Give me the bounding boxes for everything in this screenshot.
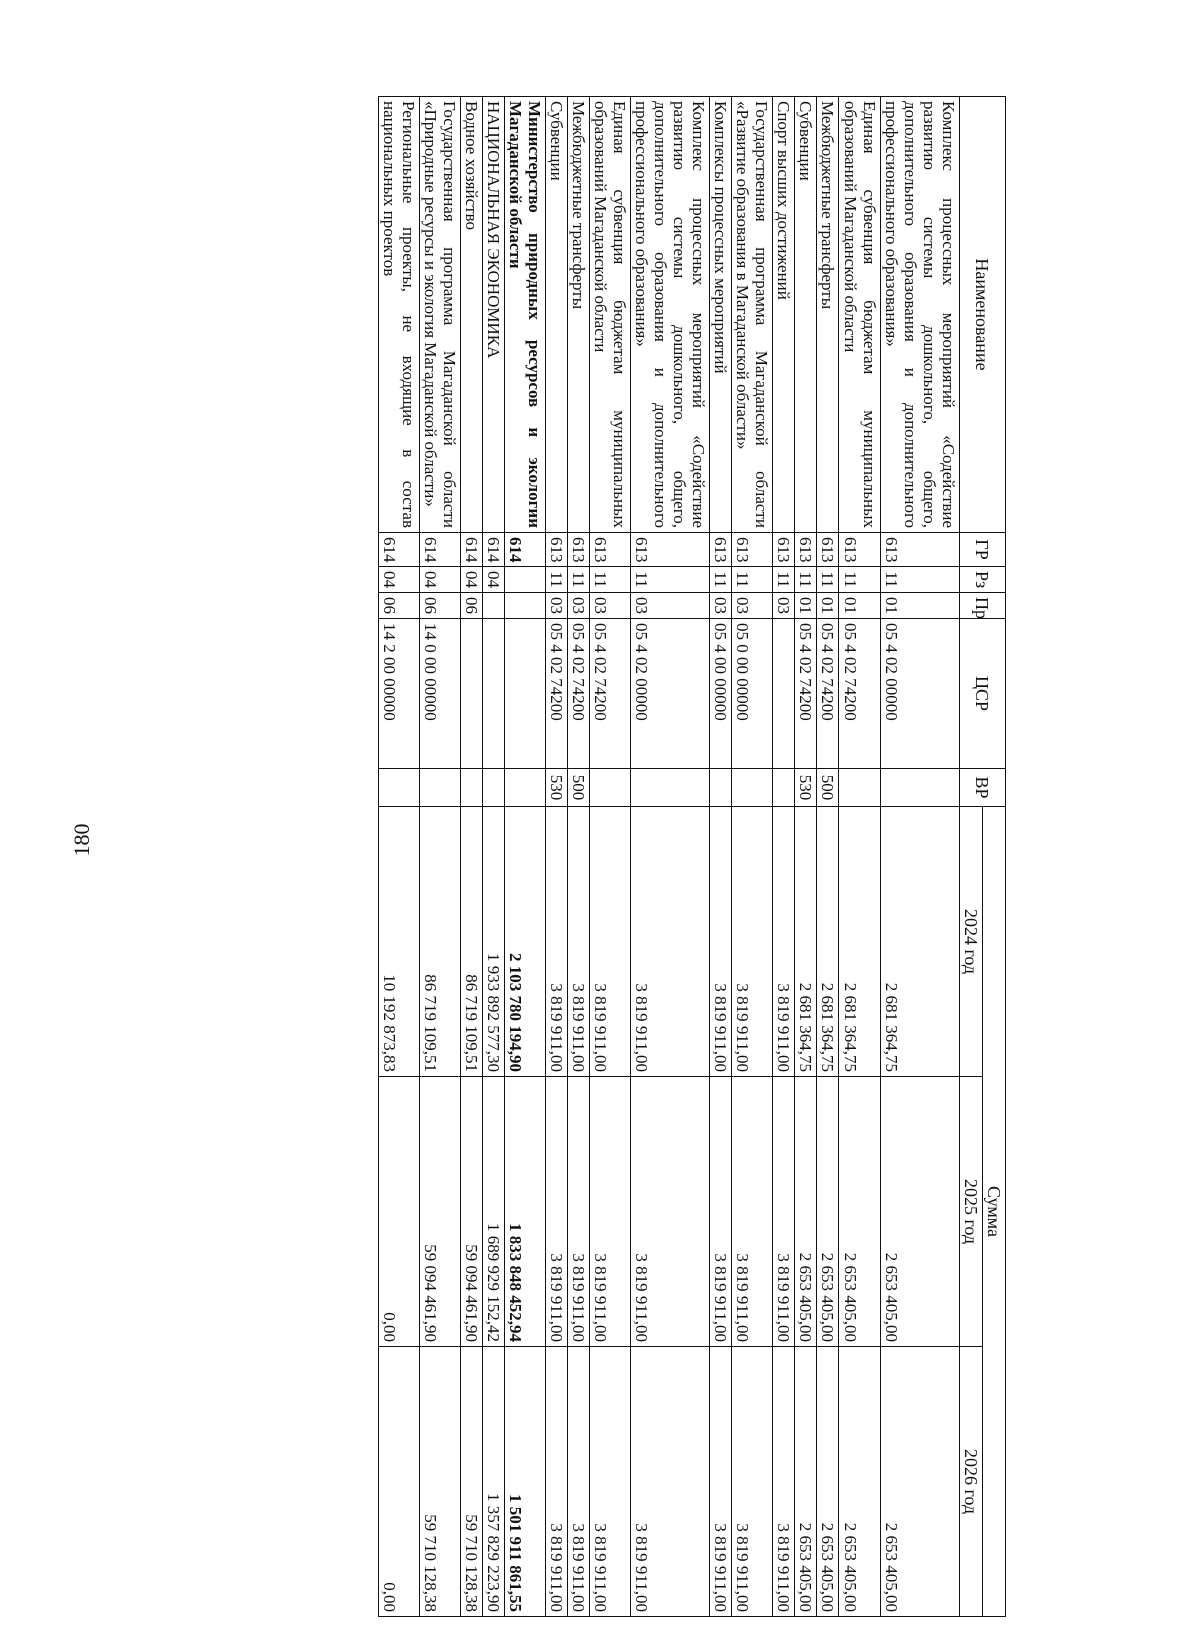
- row-vr: [482, 769, 504, 807]
- header-2024: 2024 год: [959, 807, 982, 1077]
- row-vr: 530: [795, 769, 817, 807]
- row-pr: 03: [732, 593, 773, 619]
- table-row: [568, 97, 590, 1617]
- row-sum-2025: 2 653 405,00: [839, 1077, 880, 1347]
- table-row: [419, 97, 460, 1617]
- row-name: Межбюджетные трансферты: [817, 97, 839, 533]
- row-name: Единая субвенция бюджетам муниципальных образований Магаданской области: [839, 97, 880, 533]
- row-name: Межбюджетные трансферты: [568, 97, 590, 533]
- row-sum-2026: 0,00: [378, 1347, 419, 1617]
- row-pr: 01: [795, 593, 817, 619]
- row-rz: 04: [482, 567, 504, 593]
- row-csr: 05 4 02 74200: [546, 619, 568, 769]
- row-sum-2026: 59 710 128,38: [460, 1347, 482, 1617]
- table-body: [378, 97, 959, 1617]
- header-csr: ЦСР: [959, 619, 1005, 769]
- header-gr: ГР: [959, 533, 1005, 567]
- row-sum-2024: 3 819 911,00: [732, 807, 773, 1077]
- row-sum-2024: 3 819 911,00: [710, 807, 732, 1077]
- row-name: Субвенции: [795, 97, 817, 533]
- row-pr: 06: [460, 593, 482, 619]
- row-pr: 01: [839, 593, 880, 619]
- row-name: Комплекс процессных мероприятий «Содействие развитию системы дошкольного, общего, дополнительного образования и дополнительного профессионального образования»: [631, 97, 710, 533]
- row-sum-2024: 1 933 892 577,30: [482, 807, 504, 1077]
- row-sum-2024: 2 103 780 194,90: [505, 807, 546, 1077]
- row-rz: 04: [460, 567, 482, 593]
- row-sum-2025: 1 833 848 452,94: [505, 1077, 546, 1347]
- row-gr: 614: [378, 533, 419, 567]
- row-gr: 613: [710, 533, 732, 567]
- row-sum-2025: 59 094 461,90: [419, 1077, 460, 1347]
- row-gr: 614: [482, 533, 504, 567]
- row-sum-2024: 3 819 911,00: [773, 807, 795, 1077]
- table-row: [773, 97, 795, 1617]
- row-sum-2024: 2 681 364,75: [795, 807, 817, 1077]
- row-sum-2024: 86 719 109,51: [460, 807, 482, 1077]
- table-row: [710, 97, 732, 1617]
- row-rz: 11: [710, 567, 732, 593]
- row-vr: 500: [568, 769, 590, 807]
- row-gr: 614: [460, 533, 482, 567]
- row-name: НАЦИОНАЛЬНАЯ ЭКОНОМИКА: [482, 97, 504, 533]
- row-rz: 11: [773, 567, 795, 593]
- row-sum-2025: 2 653 405,00: [817, 1077, 839, 1347]
- row-vr: [505, 769, 546, 807]
- table-row: [590, 97, 631, 1617]
- row-csr: [482, 619, 504, 769]
- table-row: [546, 97, 568, 1617]
- header-name: Наименование: [959, 97, 1005, 533]
- row-csr: 14 0 00 00000: [419, 619, 460, 769]
- row-sum-2025: 0,00: [378, 1077, 419, 1347]
- row-gr: 614: [419, 533, 460, 567]
- row-name: Спорт высших достижений: [773, 97, 795, 533]
- row-rz: 11: [546, 567, 568, 593]
- row-pr: 03: [590, 593, 631, 619]
- row-sum-2026: 2 653 405,00: [817, 1347, 839, 1617]
- row-csr: 05 4 02 74200: [590, 619, 631, 769]
- row-vr: [732, 769, 773, 807]
- row-name: Министерство природных ресурсов и экологии Магаданской области: [505, 97, 546, 533]
- header-sum: Сумма: [982, 807, 1005, 1617]
- row-rz: 11: [839, 567, 880, 593]
- header-2025: 2025 год: [959, 1077, 982, 1347]
- row-rz: 11: [732, 567, 773, 593]
- table-row: [839, 97, 880, 1617]
- row-sum-2025: 3 819 911,00: [732, 1077, 773, 1347]
- row-sum-2024: 3 819 911,00: [631, 807, 710, 1077]
- row-sum-2025: 3 819 911,00: [568, 1077, 590, 1347]
- row-sum-2025: 1 689 929 152,42: [482, 1077, 504, 1347]
- row-name: Региональные проекты, не входящие в состав национальных проектов: [378, 97, 419, 533]
- table-row: [505, 97, 546, 1617]
- row-sum-2026: 3 819 911,00: [732, 1347, 773, 1617]
- row-pr: 03: [546, 593, 568, 619]
- row-csr: 14 2 00 00000: [378, 619, 419, 769]
- row-sum-2024: 2 681 364,75: [817, 807, 839, 1077]
- row-sum-2025: 59 094 461,90: [460, 1077, 482, 1347]
- row-vr: [460, 769, 482, 807]
- row-sum-2024: 3 819 911,00: [590, 807, 631, 1077]
- row-sum-2026: 59 710 128,38: [419, 1347, 460, 1617]
- row-sum-2026: 3 819 911,00: [546, 1347, 568, 1617]
- row-sum-2025: 3 819 911,00: [710, 1077, 732, 1347]
- row-csr: [505, 619, 546, 769]
- row-name: Водное хозяйство: [460, 97, 482, 533]
- table-row: [631, 97, 710, 1617]
- row-rz: 11: [568, 567, 590, 593]
- row-sum-2024: 2 681 364,75: [839, 807, 880, 1077]
- row-rz: 11: [795, 567, 817, 593]
- row-name: Единая субвенция бюджетам муниципальных образований Магаданской области: [590, 97, 631, 533]
- row-rz: 11: [590, 567, 631, 593]
- row-csr: 05 0 00 00000: [732, 619, 773, 769]
- page-number: 180: [69, 823, 94, 857]
- table-row: [460, 97, 482, 1617]
- row-sum-2025: 2 653 405,00: [880, 1077, 959, 1347]
- table-row: [880, 97, 959, 1617]
- row-gr: 613: [839, 533, 880, 567]
- row-sum-2025: 3 819 911,00: [546, 1077, 568, 1347]
- header-row: [982, 97, 1005, 1617]
- row-gr: 613: [590, 533, 631, 567]
- row-csr: 05 4 02 74200: [568, 619, 590, 769]
- row-csr: [773, 619, 795, 769]
- row-rz: [505, 567, 546, 593]
- row-csr: [460, 619, 482, 769]
- row-csr: 05 4 00 00000: [710, 619, 732, 769]
- row-rz: 11: [880, 567, 959, 593]
- row-sum-2024: 3 819 911,00: [568, 807, 590, 1077]
- row-gr: 614: [505, 533, 546, 567]
- row-gr: 613: [631, 533, 710, 567]
- row-gr: 613: [773, 533, 795, 567]
- row-vr: [631, 769, 710, 807]
- row-csr: 05 4 02 74200: [795, 619, 817, 769]
- row-sum-2026: 3 819 911,00: [590, 1347, 631, 1617]
- row-vr: [880, 769, 959, 807]
- row-vr: [773, 769, 795, 807]
- row-gr: 613: [880, 533, 959, 567]
- row-csr: 05 4 02 74200: [839, 619, 880, 769]
- row-name: Государственная программа Магаданской области «Развитие образования в Магаданской области»: [732, 97, 773, 533]
- row-rz: 04: [419, 567, 460, 593]
- row-sum-2026: 1 357 829 223,90: [482, 1347, 504, 1617]
- row-pr: 03: [568, 593, 590, 619]
- row-gr: 613: [546, 533, 568, 567]
- row-pr: 03: [631, 593, 710, 619]
- table-row: [482, 97, 504, 1617]
- row-pr: [505, 593, 546, 619]
- row-pr: [482, 593, 504, 619]
- row-vr: 500: [817, 769, 839, 807]
- row-sum-2024: 2 681 364,75: [880, 807, 959, 1077]
- row-pr: 03: [773, 593, 795, 619]
- row-sum-2024: 10 192 873,83: [378, 807, 419, 1077]
- row-sum-2025: 3 819 911,00: [631, 1077, 710, 1347]
- header-vr: ВР: [959, 769, 1005, 807]
- row-name: Субвенции: [546, 97, 568, 533]
- row-name: Комплекс процессных мероприятий «Содействие развитию системы дошкольного, общего, дополнительного образования и дополнительного профессионального образования»: [880, 97, 959, 533]
- row-pr: 01: [880, 593, 959, 619]
- row-vr: 530: [546, 769, 568, 807]
- row-gr: 613: [817, 533, 839, 567]
- table-row: [732, 97, 773, 1617]
- header-2026: 2026 год: [959, 1347, 982, 1617]
- row-csr: 05 4 02 74200: [817, 619, 839, 769]
- row-sum-2025: 3 819 911,00: [773, 1077, 795, 1347]
- row-rz: 11: [631, 567, 710, 593]
- row-pr: 06: [378, 593, 419, 619]
- table-row: [378, 97, 419, 1617]
- row-sum-2026: 3 819 911,00: [568, 1347, 590, 1617]
- row-sum-2026: 2 653 405,00: [880, 1347, 959, 1617]
- row-vr: [590, 769, 631, 807]
- table-row: [817, 97, 839, 1617]
- row-sum-2024: 3 819 911,00: [546, 807, 568, 1077]
- row-gr: 613: [732, 533, 773, 567]
- row-pr: 01: [817, 593, 839, 619]
- row-sum-2025: 2 653 405,00: [795, 1077, 817, 1347]
- header-pr: Пр: [959, 593, 1005, 619]
- row-sum-2026: 3 819 911,00: [773, 1347, 795, 1617]
- budget-table: [378, 96, 1006, 1617]
- row-sum-2024: 86 719 109,51: [419, 807, 460, 1077]
- row-vr: [710, 769, 732, 807]
- row-vr: [419, 769, 460, 807]
- row-gr: 613: [568, 533, 590, 567]
- row-pr: 06: [419, 593, 460, 619]
- row-vr: [378, 769, 419, 807]
- row-sum-2026: 3 819 911,00: [631, 1347, 710, 1617]
- row-sum-2026: 3 819 911,00: [710, 1347, 732, 1617]
- header-rz: Рз: [959, 567, 1005, 593]
- row-sum-2025: 3 819 911,00: [590, 1077, 631, 1347]
- row-csr: 05 4 02 00000: [631, 619, 710, 769]
- row-rz: 11: [817, 567, 839, 593]
- row-sum-2026: 2 653 405,00: [795, 1347, 817, 1617]
- row-sum-2026: 2 653 405,00: [839, 1347, 880, 1617]
- table-row: [795, 97, 817, 1617]
- row-vr: [839, 769, 880, 807]
- row-rz: 04: [378, 567, 419, 593]
- row-csr: 05 4 02 00000: [880, 619, 959, 769]
- budget-table-container: [176, 96, 1006, 1616]
- row-name: Комплексы процессных мероприятий: [710, 97, 732, 533]
- row-sum-2026: 1 501 911 861,55: [505, 1347, 546, 1617]
- row-gr: 613: [795, 533, 817, 567]
- row-pr: 03: [710, 593, 732, 619]
- row-name: Государственная программа Магаданской области «Природные ресурсы и экология Магаданской области»: [419, 97, 460, 533]
